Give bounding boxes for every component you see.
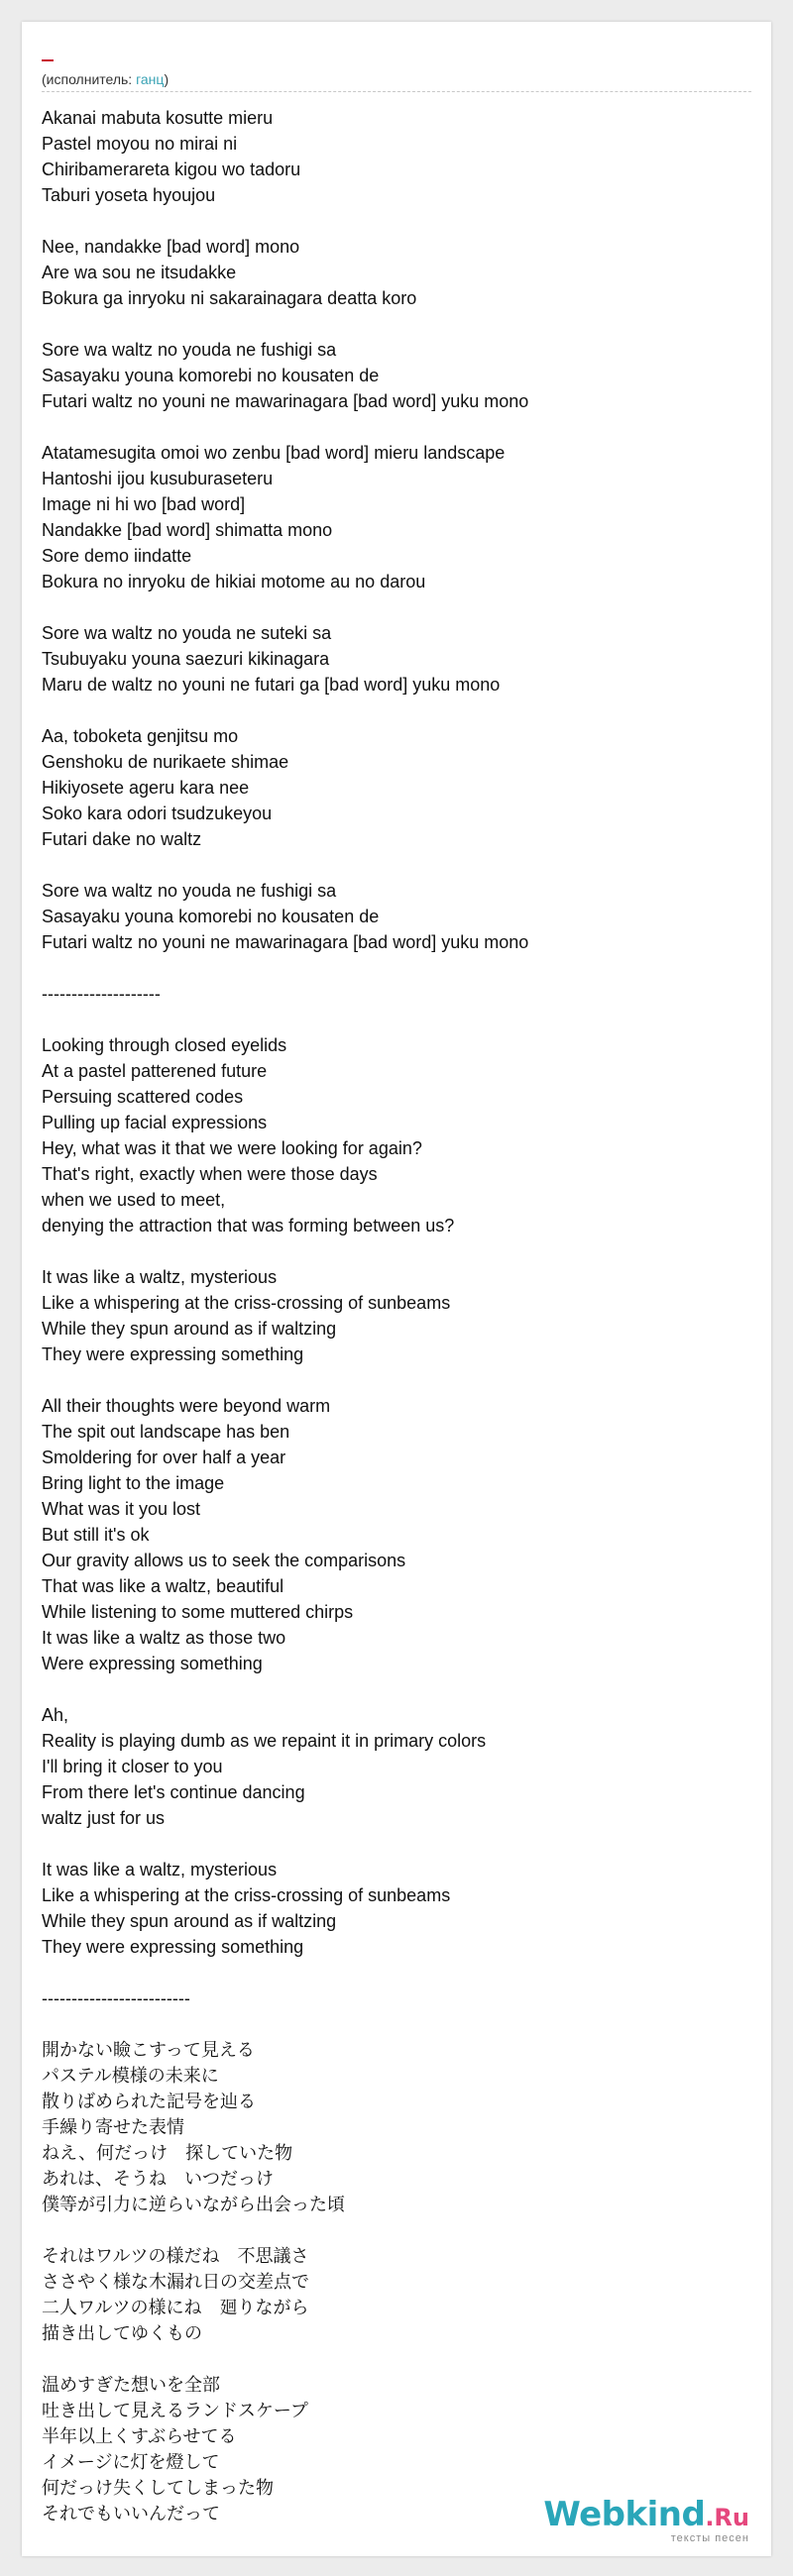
header-separator xyxy=(42,91,751,92)
blank-line xyxy=(42,1960,751,1986)
lyric-line: At a pastel patterened future xyxy=(42,1061,268,1081)
lyric-line: Futari waltz no youni ne mawarinagara [bad word] yuku mono xyxy=(42,391,529,411)
lyric-line: Pastel moyou no mirai ni xyxy=(42,134,238,154)
lyric-line: 描き出してゆくもの xyxy=(42,2323,202,2343)
lyric-line: It was like a waltz, mysterious xyxy=(42,1267,278,1287)
blank-line xyxy=(42,2217,751,2243)
lyric-line: あれは、そうね いつだっけ xyxy=(42,2169,274,2189)
lyric-line: Ah, xyxy=(42,1705,69,1725)
blank-line xyxy=(42,1676,751,1702)
lyric-line: Bring light to the image xyxy=(42,1473,225,1493)
lyric-line: While listening to some muttered chirps xyxy=(42,1602,354,1622)
lyric-line: 手繰り寄せた表情 xyxy=(42,2117,184,2137)
logo-wordmark: Webkind xyxy=(543,2495,706,2534)
lyric-line: Pulling up facial expressions xyxy=(42,1113,268,1132)
lyric-line: Futari waltz no youni ne mawarinagara [bad word] yuku mono xyxy=(42,932,529,952)
performer-prefix: (исполнитель: xyxy=(42,71,137,87)
lyric-line: 半年以上くすぶらせてる xyxy=(42,2426,237,2446)
blank-line xyxy=(42,1367,751,1393)
lyric-line: イメージに灯を燈して xyxy=(42,2452,220,2472)
lyric-line: Reality is playing dumb as we repaint it in primary colors xyxy=(42,1731,487,1751)
lyric-line: denying the attraction that was forming between us? xyxy=(42,1216,455,1235)
lyric-line: It was like a waltz, mysterious xyxy=(42,1860,278,1879)
logo-domain: .Ru xyxy=(705,2504,749,2531)
lyric-line: Smoldering for over half a year xyxy=(42,1448,286,1467)
lyric-line: when we used to meet, xyxy=(42,1190,226,1210)
lyric-line: Aa, toboketa genjitsu mo xyxy=(42,726,239,746)
blank-line xyxy=(42,2011,751,2037)
performer-link[interactable]: ганц xyxy=(136,71,165,87)
lyric-line: Sore demo iindatte xyxy=(42,546,192,566)
blank-line xyxy=(42,955,751,981)
lyric-line: But still it's ok xyxy=(42,1525,150,1545)
site-logo[interactable] xyxy=(543,2495,749,2544)
lyric-line: ささやく様な木漏れ日の交差点で xyxy=(42,2272,309,2292)
blank-line xyxy=(42,1238,751,1264)
lyric-line: They were expressing something xyxy=(42,1344,304,1364)
lyric-line: Were expressing something xyxy=(42,1654,263,1673)
lyric-line: While they spun around as if waltzing xyxy=(42,1319,337,1339)
blank-line xyxy=(42,1007,751,1032)
lyric-line: From there let's continue dancing xyxy=(42,1782,305,1802)
lyric-line: I'll bring it closer to you xyxy=(42,1757,223,1776)
lyric-line: Our gravity allows us to seek the comparisons xyxy=(42,1551,406,1570)
lyric-line: Image ni hi wo [bad word] xyxy=(42,494,246,514)
lyric-line: Hikiyosete ageru kara nee xyxy=(42,778,250,798)
lyric-line: Nandakke [bad word] shimatta mono xyxy=(42,520,333,540)
blank-line xyxy=(42,852,751,878)
blank-line xyxy=(42,208,751,234)
lyric-line: Like a whispering at the criss-crossing of sunbeams xyxy=(42,1885,451,1905)
lyric-line: ねえ、何だっけ 探していた物 xyxy=(42,2143,293,2163)
lyric-line: Nee, nandakke [bad word] mono xyxy=(42,237,300,257)
lyric-line: Looking through closed eyelids xyxy=(42,1035,287,1055)
logo-tagline: тексты песен xyxy=(670,2532,749,2544)
lyric-line: Sore wa waltz no youda ne fushigi sa xyxy=(42,340,337,360)
lyric-line: 吐き出して見えるランドスケープ xyxy=(42,2401,308,2420)
lyric-line: Genshoku de nurikaete shimae xyxy=(42,752,289,772)
performer-info xyxy=(42,71,169,87)
lyric-line: They were expressing something xyxy=(42,1937,304,1957)
lyric-line: Chiribamerareta kigou wo tadoru xyxy=(42,160,301,179)
blank-line xyxy=(42,414,751,440)
lyric-line: What was it you lost xyxy=(42,1499,201,1519)
lyric-line: All their thoughts were beyond warm xyxy=(42,1396,331,1416)
lyric-line: waltz just for us xyxy=(42,1808,166,1828)
lyric-line: 開かない瞼こすって見える xyxy=(42,2040,255,2060)
lyric-line: Bokura ga inryoku ni sakarainagara deatta koro xyxy=(42,288,417,308)
lyric-line: Sasayaku youna komorebi no kousaten de xyxy=(42,366,380,385)
lyric-line: It was like a waltz as those two xyxy=(42,1628,286,1648)
blank-line xyxy=(42,698,751,723)
lyric-line: That's right, exactly when were those days xyxy=(42,1164,378,1184)
lyric-line: それはワルツの様だね 不思議さ xyxy=(42,2246,309,2266)
lyric-line: Bokura no inryoku de hikiai motome au no darou xyxy=(42,572,426,591)
lyric-line: Like a whispering at the criss-crossing of sunbeams xyxy=(42,1293,451,1313)
lyric-line: パステル模様の未来に xyxy=(42,2066,219,2086)
lyrics-text xyxy=(42,105,751,2526)
lyric-line: 温めすぎた想いを全部 xyxy=(42,2375,220,2395)
lyric-line: Akanai mabuta kosutte mieru xyxy=(42,108,274,128)
lyric-line: ------------------------- xyxy=(42,1988,190,2008)
lyric-line: Atatamesugita omoi wo zenbu [bad word] mieru landscape xyxy=(42,443,506,463)
performer-suffix: ) xyxy=(164,71,170,87)
lyric-line: Are wa sou ne itsudakke xyxy=(42,263,237,282)
lyric-line: Maru de waltz no youni ne futari ga [bad word] yuku mono xyxy=(42,675,501,695)
lyric-line: Hantoshi ijou kusuburaseteru xyxy=(42,469,274,488)
lyric-line: Sasayaku youna komorebi no kousaten de xyxy=(42,907,380,926)
blank-line xyxy=(42,1831,751,1857)
blank-line xyxy=(42,311,751,337)
lyric-line: Tsubuyaku youna saezuri kikinagara xyxy=(42,649,330,669)
lyric-line: Persuing scattered codes xyxy=(42,1087,244,1107)
lyric-line: While they spun around as if waltzing xyxy=(42,1911,337,1931)
lyric-line: Hey, what was it that we were looking for again? xyxy=(42,1138,422,1158)
lyric-line: 散りばめられた記号を辿る xyxy=(42,2092,256,2111)
lyric-line: Sore wa waltz no youda ne suteki sa xyxy=(42,623,332,643)
blank-line xyxy=(42,2346,751,2372)
lyric-line: 僕等が引力に逆らいながら出会った頃 xyxy=(42,2195,345,2214)
lyric-line: Futari dake no waltz xyxy=(42,829,202,849)
lyric-line: それでもいいんだって xyxy=(42,2504,220,2523)
lyric-line: Taburi yoseta hyoujou xyxy=(42,185,216,205)
lyric-line: 二人ワルツの様にね 廻りながら xyxy=(42,2298,309,2317)
lyric-line: That was like a waltz, beautiful xyxy=(42,1576,284,1596)
lyric-line: 何だっけ失くしてしまった物 xyxy=(42,2478,274,2498)
lyric-line: -------------------- xyxy=(42,984,161,1004)
lyric-line: Sore wa waltz no youda ne fushigi sa xyxy=(42,881,337,901)
title-dash xyxy=(42,59,54,61)
lyric-line: Soko kara odori tsudzukeyou xyxy=(42,804,273,823)
blank-line xyxy=(42,594,751,620)
lyric-line: The spit out landscape has ben xyxy=(42,1422,290,1442)
lyrics-card xyxy=(22,22,771,2556)
